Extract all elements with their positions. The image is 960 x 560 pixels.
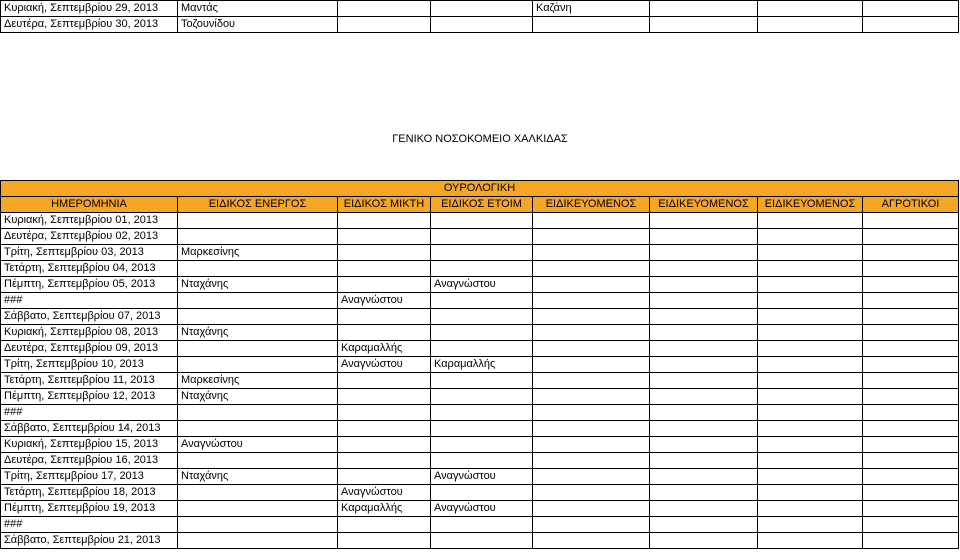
- table-row: [1, 17, 959, 33]
- cell[interactable]: [338, 229, 431, 245]
- cell[interactable]: Νταχάνης: [178, 389, 338, 405]
- cell[interactable]: [431, 533, 533, 549]
- cell[interactable]: [650, 469, 758, 485]
- cell[interactable]: [863, 373, 959, 389]
- cell[interactable]: [650, 325, 758, 341]
- header-cell: ΕΙΔΙΚΟΣ ΜΙΚΤΗ: [338, 197, 431, 213]
- cell[interactable]: [338, 373, 431, 389]
- date-cell[interactable]: Τρίτη, Σεπτεμβρίου 10, 2013: [1, 357, 178, 373]
- table-row: [1, 501, 959, 517]
- date-cell[interactable]: Τρίτη, Σεπτεμβρίου 03, 2013: [1, 245, 178, 261]
- cell[interactable]: [533, 453, 650, 469]
- cell[interactable]: [758, 389, 863, 405]
- cell[interactable]: [758, 213, 863, 229]
- cell[interactable]: [338, 405, 431, 421]
- cell[interactable]: [431, 213, 533, 229]
- cell[interactable]: [533, 533, 650, 549]
- cell[interactable]: [650, 405, 758, 421]
- department-title: ΟΥΡΟΛΟΓΙΚΗ: [1, 181, 959, 197]
- table-row: [1, 293, 959, 309]
- cell[interactable]: [338, 517, 431, 533]
- cell[interactable]: [863, 405, 959, 421]
- cell[interactable]: Καραμαλλής: [338, 341, 431, 357]
- cell[interactable]: [863, 245, 959, 261]
- date-cell[interactable]: ###: [1, 517, 178, 533]
- cell[interactable]: [431, 309, 533, 325]
- table-row: [1, 341, 959, 357]
- cell[interactable]: [863, 469, 959, 485]
- cell[interactable]: [533, 501, 650, 517]
- cell[interactable]: [338, 421, 431, 437]
- cell[interactable]: Αναγνώστου: [431, 277, 533, 293]
- cell[interactable]: [650, 261, 758, 277]
- cell[interactable]: [178, 261, 338, 277]
- cell[interactable]: [338, 17, 431, 33]
- table-row: [1, 229, 959, 245]
- cell[interactable]: [338, 325, 431, 341]
- cell[interactable]: [650, 245, 758, 261]
- header-cell: ΕΙΔΙΚΟΣ ΕΝΕΡΓΟΣ: [178, 197, 338, 213]
- cell[interactable]: [178, 341, 338, 357]
- date-cell[interactable]: Πέμπτη, Σεπτεμβρίου 05, 2013: [1, 277, 178, 293]
- cell[interactable]: [758, 261, 863, 277]
- cell[interactable]: [758, 277, 863, 293]
- cell[interactable]: [650, 485, 758, 501]
- cell[interactable]: [431, 325, 533, 341]
- cell[interactable]: Καραμαλλής: [431, 357, 533, 373]
- cell[interactable]: [758, 501, 863, 517]
- cell[interactable]: [338, 453, 431, 469]
- cell[interactable]: [650, 437, 758, 453]
- cell[interactable]: [178, 533, 338, 549]
- cell[interactable]: [338, 469, 431, 485]
- cell[interactable]: [431, 517, 533, 533]
- cell[interactable]: [863, 1, 959, 17]
- date-cell[interactable]: Δευτέρα, Σεπτεμβρίου 09, 2013: [1, 341, 178, 357]
- cell[interactable]: [431, 405, 533, 421]
- date-cell[interactable]: Κυριακή, Σεπτεμβρίου 29, 2013: [1, 1, 178, 17]
- cell[interactable]: [178, 229, 338, 245]
- cell[interactable]: [758, 341, 863, 357]
- cell[interactable]: [650, 293, 758, 309]
- table-row: [1, 277, 959, 293]
- cell[interactable]: [650, 1, 758, 17]
- cell[interactable]: [431, 17, 533, 33]
- cell[interactable]: [178, 421, 338, 437]
- date-cell[interactable]: Δευτέρα, Σεπτεμβρίου 16, 2013: [1, 453, 178, 469]
- cell[interactable]: [431, 437, 533, 453]
- previous-month-table: [0, 0, 959, 33]
- cell[interactable]: [863, 485, 959, 501]
- cell[interactable]: [338, 213, 431, 229]
- cell[interactable]: [338, 533, 431, 549]
- table-row: [1, 405, 959, 421]
- header-cell: ΑΓΡΟΤΙΚΟΙ: [863, 197, 959, 213]
- cell[interactable]: [863, 453, 959, 469]
- cell[interactable]: [431, 389, 533, 405]
- date-cell[interactable]: Τετάρτη, Σεπτεμβρίου 04, 2013: [1, 261, 178, 277]
- date-cell[interactable]: Κυριακή, Σεπτεμβρίου 08, 2013: [1, 325, 178, 341]
- date-cell[interactable]: Πέμπτη, Σεπτεμβρίου 12, 2013: [1, 389, 178, 405]
- table-row: [1, 437, 959, 453]
- department-row: [1, 181, 959, 197]
- cell[interactable]: [338, 261, 431, 277]
- cell[interactable]: [533, 213, 650, 229]
- cell[interactable]: [533, 405, 650, 421]
- cell[interactable]: [863, 213, 959, 229]
- cell[interactable]: [758, 437, 863, 453]
- date-cell[interactable]: ###: [1, 405, 178, 421]
- date-cell[interactable]: Δευτέρα, Σεπτεμβρίου 30, 2013: [1, 17, 178, 33]
- cell[interactable]: [758, 245, 863, 261]
- cell[interactable]: [650, 373, 758, 389]
- cell[interactable]: [650, 389, 758, 405]
- cell[interactable]: [758, 17, 863, 33]
- cell[interactable]: [431, 245, 533, 261]
- cell[interactable]: [758, 325, 863, 341]
- cell[interactable]: [338, 437, 431, 453]
- cell[interactable]: [178, 213, 338, 229]
- cell[interactable]: [533, 517, 650, 533]
- cell[interactable]: [533, 309, 650, 325]
- table-row: [1, 453, 959, 469]
- header-row: [1, 197, 959, 213]
- cell[interactable]: [758, 485, 863, 501]
- cell[interactable]: [650, 17, 758, 33]
- cell[interactable]: [178, 453, 338, 469]
- cell[interactable]: [758, 453, 863, 469]
- cell[interactable]: [533, 261, 650, 277]
- table-row: [1, 309, 959, 325]
- cell[interactable]: [338, 389, 431, 405]
- cell[interactable]: [650, 533, 758, 549]
- cell[interactable]: [758, 357, 863, 373]
- cell[interactable]: [533, 421, 650, 437]
- cell[interactable]: Νταχάνης: [178, 325, 338, 341]
- cell[interactable]: [758, 1, 863, 17]
- cell[interactable]: [650, 421, 758, 437]
- cell[interactable]: [533, 341, 650, 357]
- cell[interactable]: Αναγνώστου: [338, 357, 431, 373]
- cell[interactable]: [533, 245, 650, 261]
- cell[interactable]: [178, 501, 338, 517]
- cell[interactable]: [431, 453, 533, 469]
- cell[interactable]: [758, 421, 863, 437]
- table-row: [1, 325, 959, 341]
- cell[interactable]: [338, 277, 431, 293]
- cell[interactable]: [338, 1, 431, 17]
- cell[interactable]: [431, 421, 533, 437]
- date-cell[interactable]: Δευτέρα, Σεπτεμβρίου 02, 2013: [1, 229, 178, 245]
- cell[interactable]: [533, 373, 650, 389]
- cell[interactable]: [178, 357, 338, 373]
- table-row: [1, 245, 959, 261]
- table-row: [1, 421, 959, 437]
- cell[interactable]: [863, 261, 959, 277]
- cell[interactable]: [863, 293, 959, 309]
- cell[interactable]: [863, 357, 959, 373]
- cell[interactable]: [863, 421, 959, 437]
- cell[interactable]: [863, 533, 959, 549]
- hospital-title: ΓΕΝΙΚΟ ΝΟΣΟΚΟΜΕΙΟ ΧΑΛΚΙΔΑΣ: [392, 133, 568, 145]
- cell[interactable]: [178, 309, 338, 325]
- cell[interactable]: [758, 309, 863, 325]
- cell[interactable]: [431, 261, 533, 277]
- cell[interactable]: [863, 517, 959, 533]
- cell[interactable]: Μαντάς: [178, 1, 338, 17]
- cell[interactable]: [178, 485, 338, 501]
- cell[interactable]: Νταχάνης: [178, 469, 338, 485]
- cell[interactable]: [863, 17, 959, 33]
- date-cell[interactable]: ###: [1, 293, 178, 309]
- cell[interactable]: [650, 341, 758, 357]
- table-row: [1, 517, 959, 533]
- table-row: [1, 357, 959, 373]
- cell[interactable]: [533, 17, 650, 33]
- cell[interactable]: [533, 357, 650, 373]
- cell[interactable]: [758, 293, 863, 309]
- header-cell: ΕΙΔΙΚΕΥΟΜΕΝΟΣ: [650, 197, 758, 213]
- cell[interactable]: Αναγνώστου: [178, 437, 338, 453]
- cell[interactable]: [863, 309, 959, 325]
- cell[interactable]: [431, 373, 533, 389]
- header-cell: ΕΙΔΙΚΕΥΟΜΕΝΟΣ: [758, 197, 863, 213]
- cell[interactable]: [533, 389, 650, 405]
- cell[interactable]: [758, 373, 863, 389]
- cell[interactable]: [533, 293, 650, 309]
- cell[interactable]: [178, 517, 338, 533]
- cell[interactable]: [533, 437, 650, 453]
- cell[interactable]: Αναγνώστου: [338, 485, 431, 501]
- cell[interactable]: [863, 277, 959, 293]
- cell[interactable]: Αναγνώστου: [338, 293, 431, 309]
- cell[interactable]: [533, 485, 650, 501]
- date-cell[interactable]: Κυριακή, Σεπτεμβρίου 01, 2013: [1, 213, 178, 229]
- cell[interactable]: Αναγνώστου: [431, 501, 533, 517]
- cell[interactable]: [758, 229, 863, 245]
- cell[interactable]: Νταχάνης: [178, 277, 338, 293]
- date-cell[interactable]: Κυριακή, Σεπτεμβρίου 15, 2013: [1, 437, 178, 453]
- cell[interactable]: [650, 453, 758, 469]
- cell[interactable]: [650, 357, 758, 373]
- date-cell[interactable]: Τρίτη, Σεπτεμβρίου 17, 2013: [1, 469, 178, 485]
- header-cell: ΕΙΔΙΚΟΣ ΕΤΟΙΜ: [431, 197, 533, 213]
- cell[interactable]: [650, 213, 758, 229]
- cell[interactable]: [178, 405, 338, 421]
- header-cell: ΕΙΔΙΚΕΥΟΜΕΝΟΣ: [533, 197, 650, 213]
- cell[interactable]: [758, 533, 863, 549]
- date-cell[interactable]: Πέμπτη, Σεπτεμβρίου 19, 2013: [1, 501, 178, 517]
- cell[interactable]: [533, 325, 650, 341]
- table-row: [1, 1, 959, 17]
- cell[interactable]: [650, 309, 758, 325]
- cell[interactable]: [431, 229, 533, 245]
- cell[interactable]: [533, 229, 650, 245]
- cell[interactable]: [650, 229, 758, 245]
- table-row: [1, 213, 959, 229]
- cell[interactable]: [863, 229, 959, 245]
- cell[interactable]: Καραμαλλής: [338, 501, 431, 517]
- date-cell[interactable]: Τετάρτη, Σεπτεμβρίου 11, 2013: [1, 373, 178, 389]
- cell[interactable]: Τοζουνίδου: [178, 17, 338, 33]
- table-row: [1, 373, 959, 389]
- header-cell: ΗΜΕΡΟΜΗΝΙΑ: [1, 197, 178, 213]
- cell[interactable]: [863, 437, 959, 453]
- cell[interactable]: Αναγνώστου: [431, 469, 533, 485]
- cell[interactable]: [431, 485, 533, 501]
- roster-table: [0, 180, 959, 549]
- cell[interactable]: [431, 341, 533, 357]
- cell[interactable]: [758, 405, 863, 421]
- table-row: [1, 389, 959, 405]
- date-cell[interactable]: Σάββατο, Σεπτεμβρίου 14, 2013: [1, 421, 178, 437]
- date-cell[interactable]: Σάββατο, Σεπτεμβρίου 07, 2013: [1, 309, 178, 325]
- cell[interactable]: [863, 389, 959, 405]
- cell[interactable]: [863, 341, 959, 357]
- table-row: [1, 469, 959, 485]
- cell[interactable]: [758, 469, 863, 485]
- cell[interactable]: [431, 1, 533, 17]
- table-row: [1, 485, 959, 501]
- date-cell[interactable]: Τετάρτη, Σεπτεμβρίου 18, 2013: [1, 485, 178, 501]
- table-row: [1, 533, 959, 549]
- cell[interactable]: [650, 501, 758, 517]
- cell[interactable]: [650, 277, 758, 293]
- cell[interactable]: [338, 245, 431, 261]
- cell[interactable]: [863, 501, 959, 517]
- cell[interactable]: Μαρκεσίνης: [178, 373, 338, 389]
- cell[interactable]: [650, 517, 758, 533]
- cell[interactable]: [758, 517, 863, 533]
- table-row: [1, 261, 959, 277]
- cell[interactable]: [431, 293, 533, 309]
- cell[interactable]: [338, 309, 431, 325]
- cell[interactable]: [178, 293, 338, 309]
- cell[interactable]: Καζάνη: [533, 1, 650, 17]
- cell[interactable]: [533, 469, 650, 485]
- cell[interactable]: [533, 277, 650, 293]
- cell[interactable]: Μαρκεσίνης: [178, 245, 338, 261]
- date-cell[interactable]: Σάββατο, Σεπτεμβρίου 21, 2013: [1, 533, 178, 549]
- cell[interactable]: [863, 325, 959, 341]
